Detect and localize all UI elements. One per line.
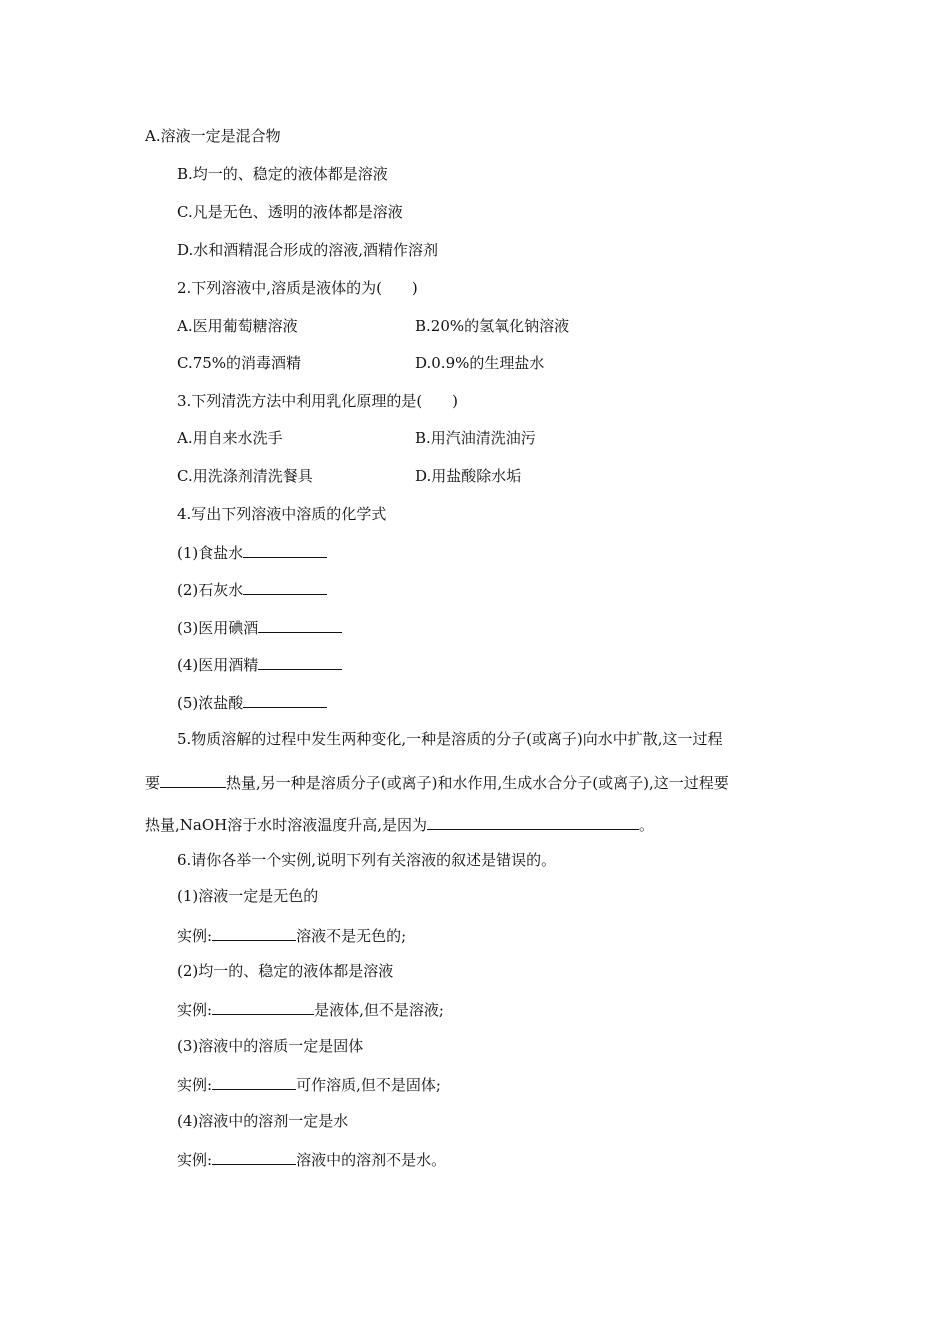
q1-option-d: D.水和酒精混合形成的溶液,酒精作溶剂 (177, 241, 439, 259)
q4-item (177, 653, 342, 675)
q4-item (177, 578, 327, 600)
q4-item (177, 541, 327, 563)
q2-stem: 2.下列溶液中,溶质是液体的为( ) (177, 279, 418, 297)
answer-blank[interactable] (258, 616, 342, 633)
q5-line-1: 5.物质溶解的过程中发生两种变化,一种是溶质的分子(或离子)向水中扩散,这一过程 (177, 730, 723, 748)
q4-item-label: (3)医用碘酒 (177, 619, 259, 637)
q1-option-a: A.溶液一定是混合物 (145, 127, 281, 145)
q5-line-3 (145, 813, 654, 835)
answer-blank[interactable] (212, 1148, 296, 1165)
q6-example-4 (177, 1148, 446, 1170)
q1-option-b: B.均一的、稳定的液体都是溶液 (177, 165, 388, 183)
q6-stem: 6.请你各举一个实例,说明下列有关溶液的叙述是错误的。 (177, 851, 557, 869)
q6-example-1 (177, 924, 406, 946)
q3-stem: 3.下列清洗方法中利用乳化原理的是( ) (177, 392, 459, 410)
q5-text: 热量,NaOH溶于水时溶液温度升高,是因为 (145, 816, 427, 834)
q2-option-a: A.医用葡萄糖溶液 (177, 317, 298, 335)
q6-part-2: (2)均一的、稳定的液体都是溶液 (177, 962, 394, 980)
q2-option-b: B.20%的氢氧化钠溶液 (415, 317, 570, 335)
q5-text: 热量,另一种是溶质分子(或离子)和水作用,生成水合分子(或离子),这一过程要 (226, 774, 729, 792)
answer-blank[interactable] (212, 924, 296, 941)
q5-text: 。 (638, 816, 654, 834)
q5-text: 要 (145, 774, 161, 792)
example-label: 实例: (177, 1151, 213, 1169)
example-label: 实例: (177, 1076, 213, 1094)
q4-item-label: (5)浓盐酸 (177, 694, 244, 712)
answer-blank[interactable] (258, 653, 342, 670)
example-text: 可作溶质,但不是固体; (296, 1076, 441, 1094)
q1-option-c: C.凡是无色、透明的液体都是溶液 (177, 203, 403, 221)
q4-item (177, 616, 342, 638)
q6-part-3: (3)溶液中的溶质一定是固体 (177, 1037, 364, 1055)
q3-option-a: A.用自来水洗手 (177, 429, 283, 447)
q4-item-label: (4)医用酒精 (177, 656, 259, 674)
example-label: 实例: (177, 927, 213, 945)
q6-part-4: (4)溶液中的溶剂一定是水 (177, 1112, 349, 1130)
q4-item (177, 691, 327, 713)
answer-blank[interactable] (243, 691, 327, 708)
q3-option-b: B.用汽油清洗油污 (415, 429, 536, 447)
q6-example-3 (177, 1073, 441, 1095)
q3-option-c: C.用洗涤剂清洗餐具 (177, 467, 313, 485)
example-text: 溶液中的溶剂不是水。 (296, 1151, 447, 1169)
q5-line-2 (145, 771, 729, 793)
q3-option-d: D.用盐酸除水垢 (415, 467, 522, 485)
answer-blank[interactable] (212, 998, 314, 1015)
q2-option-c: C.75%的消毒酒精 (177, 354, 302, 372)
example-label: 实例: (177, 1001, 213, 1019)
answer-blank[interactable] (243, 541, 327, 558)
q4-stem: 4.写出下列溶液中溶质的化学式 (177, 505, 387, 523)
q6-example-2 (177, 998, 444, 1020)
q2-option-d: D.0.9%的生理盐水 (415, 354, 545, 372)
example-text: 是液体,但不是溶液; (314, 1001, 444, 1019)
answer-blank[interactable] (243, 578, 327, 595)
q4-item-label: (1)食盐水 (177, 544, 244, 562)
answer-blank[interactable] (160, 771, 226, 788)
example-text: 溶液不是无色的; (296, 927, 407, 945)
q4-item-label: (2)石灰水 (177, 581, 244, 599)
answer-blank[interactable] (427, 813, 639, 830)
answer-blank[interactable] (212, 1073, 296, 1090)
q6-part-1: (1)溶液一定是无色的 (177, 887, 319, 905)
